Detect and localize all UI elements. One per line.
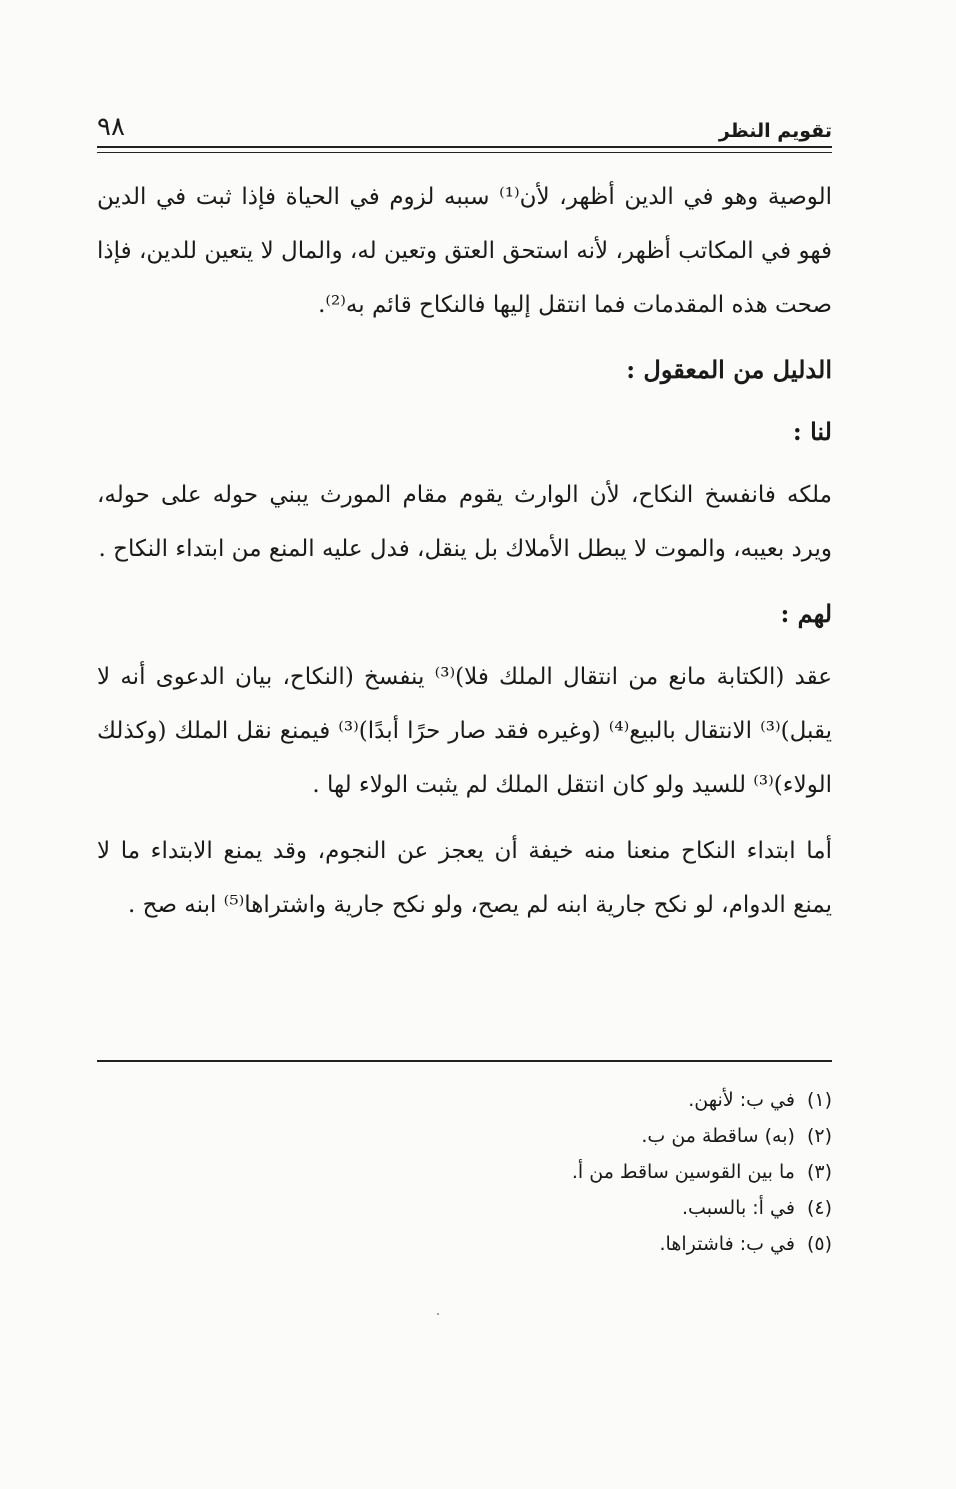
main-text (97, 170, 832, 944)
footnote-item (97, 1082, 832, 1118)
header-rule-thick (97, 146, 832, 148)
footnote-text: في أ: بالسبب. (682, 1197, 795, 1219)
paragraph-4: أما ابتداء النكاح منعنا منه خيفة أن يعجز عن النجوم، وقد يمنع الابتداء ما لا يمنع الدوام، لو نكح جارية ابنه لم يصح، ولو نكح جارية واشتراها⁽⁵⁾ ابنه صح . (97, 838, 832, 918)
footnote-rule (97, 1060, 832, 1062)
footnote-mark: (٥) (806, 1233, 832, 1255)
footnote-text: (به) ساقطة من ب. (641, 1125, 795, 1147)
footnote-mark: (١) (806, 1089, 832, 1111)
footnote-mark: (٢) (806, 1125, 832, 1147)
footnote-text: ما بين القوسين ساقط من أ. (571, 1161, 795, 1183)
footnote-item (97, 1154, 832, 1190)
page-header (97, 106, 832, 142)
footnote-item (97, 1118, 832, 1154)
footnote-mark: (٣) (806, 1161, 832, 1183)
footnote-text: في ب: لأنهن. (688, 1089, 795, 1111)
section-heading-lahum: لهم : (780, 599, 832, 628)
paragraph-3: عقد (الكتابة مانع من انتقال الملك فلا)⁽³⁾ ينفسخ (النكاح، بيان الدعوى أنه لا يقبل)⁽³⁾ الانتقال بالبيع⁽⁴⁾ (وغيره فقد صار حرًا أبدًا)⁽³⁾ فيمنع نقل الملك (وكذلك الولاء)⁽³⁾ للسيد ولو كان انتقل الملك لم يثبت الولاء لها . (97, 664, 832, 798)
running-title: تقويم النظر (718, 120, 832, 142)
footnote-item (97, 1190, 832, 1226)
footnotes (97, 1082, 832, 1262)
section-heading-lana: لنا : (792, 417, 832, 446)
footnote-text: في ب: فاشتراها. (659, 1233, 795, 1255)
footnote-mark: (٤) (806, 1197, 832, 1219)
header-rule-thin (97, 152, 832, 153)
paragraph-2: ملكه فانفسخ النكاح، لأن الوارث يقوم مقام المورث يبني حوله على حوله، ويرد بعيبه، والموت لا يبطل الأملاك بل ينقل، فدل عليه المنع من ابتداء النكاح . (97, 482, 832, 562)
scan-speck (437, 1313, 439, 1315)
paragraph-1: الوصية وهو في الدين أظهر، لأن⁽¹⁾ سببه لزوم في الحياة فإذا ثبت في الدين فهو في المكاتب أظهر، لأنه استحق العتق وتعين له، والمال لا يتعين للدين، فإذا صحت هذه المقدمات فما انتقل إليها فالنكاح قائم به⁽²⁾. (97, 184, 832, 318)
footnote-item (97, 1226, 832, 1262)
section-heading-evidence: الدليل من المعقول : (626, 355, 832, 384)
page-number: ٩٨ (97, 112, 125, 142)
